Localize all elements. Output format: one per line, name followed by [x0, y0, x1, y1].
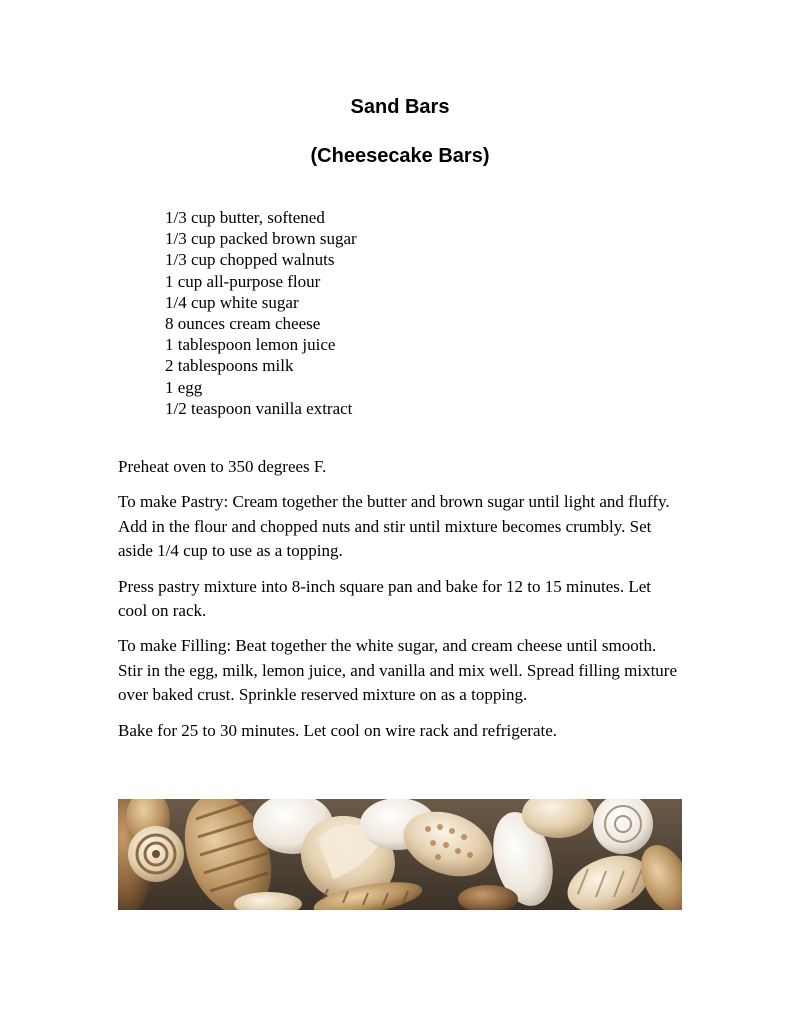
direction-step: Preheat oven to 350 degrees F.: [118, 457, 327, 476]
direction-step: Press pastry mixture into 8-inch square pan and bake for 12 to 15 minutes. Let cool on rack.: [118, 576, 652, 621]
direction-step: To make Filling: Beat together the white sugar, and cream cheese until smooth. Stir in the egg, milk, lemon juice, and vanilla and mix well. Spread filling mixture over baked crust. Sprinkle reserved mixture on as a topping.: [118, 636, 677, 705]
ingredient-item: 1/3 cup butter, softened: [165, 208, 325, 227]
ingredient-list: [165, 207, 357, 419]
recipe-title: Sand Bars: [350, 96, 450, 118]
seashells-image: [118, 799, 682, 910]
directions-section: [118, 455, 678, 754]
seashells-illustration: [118, 799, 682, 910]
ingredient-item: 1 tablespoon lemon juice: [165, 335, 336, 355]
ingredient-item: 1 cup all-purpose flour: [165, 271, 321, 291]
ingredient-item: 1/2 teaspoon vanilla extract: [165, 398, 353, 418]
ingredient-item: 1/4 cup white sugar: [165, 292, 299, 312]
recipe-subtitle: (Cheesecake Bars): [310, 145, 490, 167]
ingredient-item: 1/3 cup chopped walnuts: [165, 250, 335, 270]
ingredient-item: 1/3 cup packed brown sugar: [165, 229, 357, 249]
direction-step: Bake for 25 to 30 minutes. Let cool on wire rack and refrigerate.: [118, 720, 558, 740]
ingredient-item: 1 egg: [165, 377, 203, 397]
ingredient-item: 8 ounces cream cheese: [165, 314, 321, 334]
ingredient-item: 2 tablespoons milk: [165, 356, 294, 376]
direction-step: To make Pastry: Cream together the butter and brown sugar until light and fluffy. Add in the flour and chopped nuts and stir until mixture becomes crumbly. Set aside 1/4 cup to use as a topping.: [118, 492, 670, 561]
